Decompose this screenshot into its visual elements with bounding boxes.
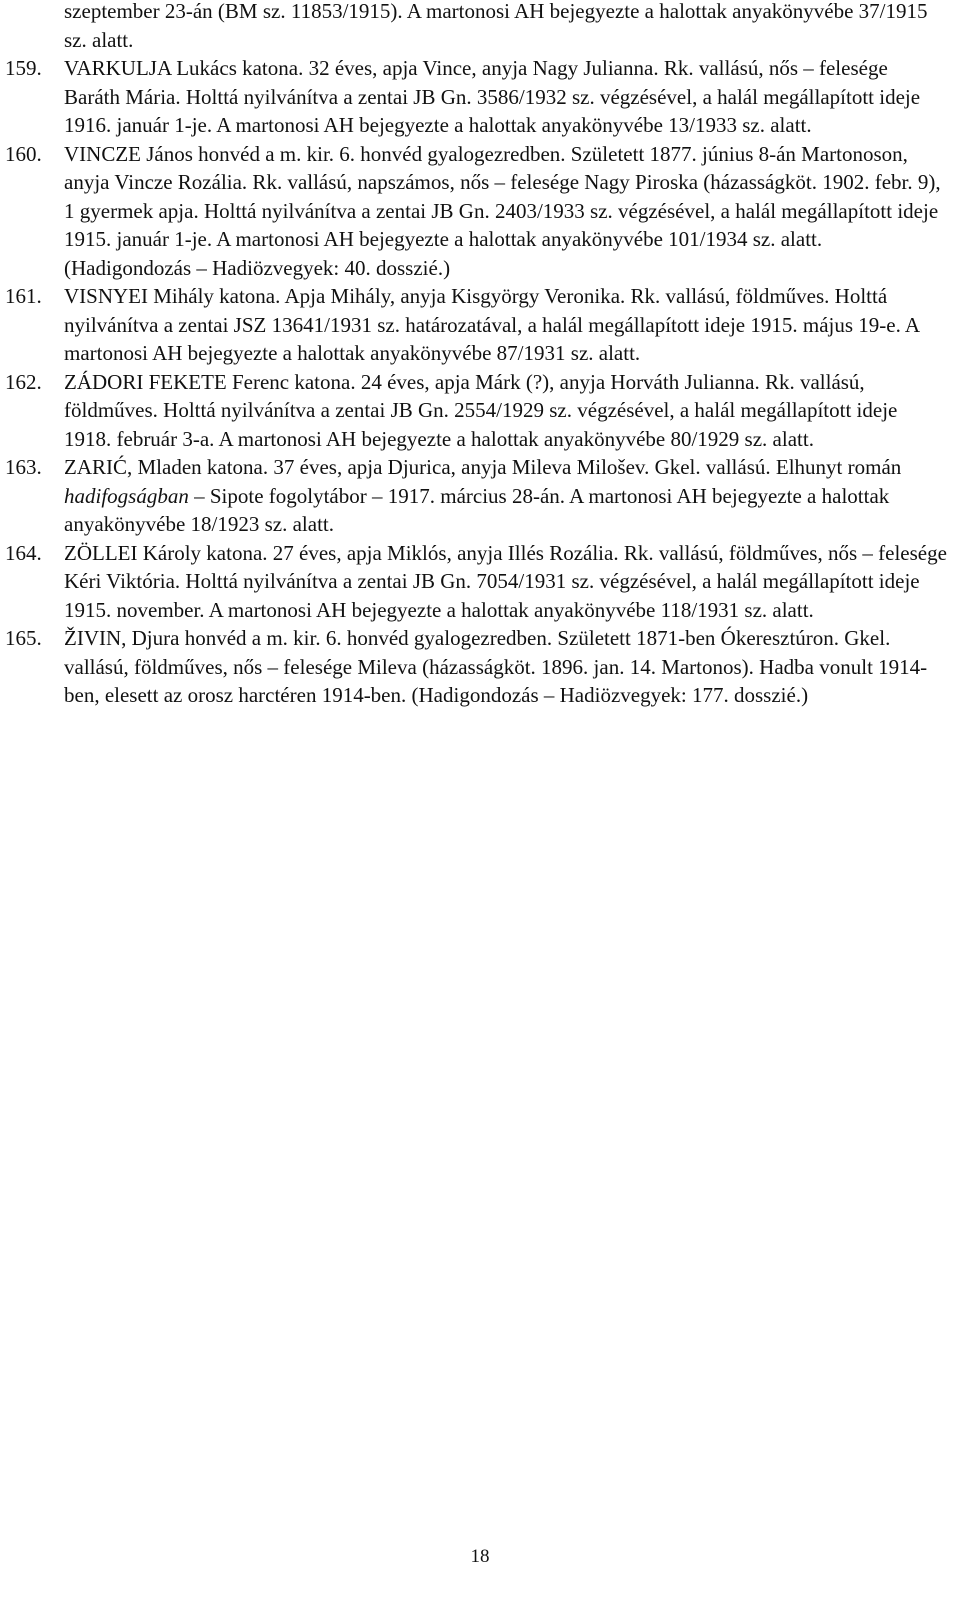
entry-text: VISNYEI Mihály katona. Apja Mihály, anyja Kisgyörgy Veronika. Rk. vallású, földműves. Holttá nyilvánítva a zentai JSZ 13641/1931 sz. határozatával, a halál megállapított ideje 1915. május 19-e. A martonosi AH bejegyezte a halottak anyakönyvébe 87/1931 sz. alatt. [64,284,919,365]
entry-164 [5,539,948,625]
entry-text: ZÖLLEI Károly katona. 27 éves, apja Miklós, anyja Illés Rozália. Rk. vallású, földműves, nős – felesége Kéri Viktória. Holttá nyilvánítva a zentai JB Gn. 7054/1931 sz. végzésével, a halál megállapított ideje 1915. november. A martonosi AH bejegyezte a halottak anyakönyvébe 118/1931 sz. alatt. [64,540,947,622]
entry-text [64,453,948,539]
entry-165 [5,624,948,710]
entry-162 [5,368,948,454]
document-body [5,0,948,710]
entry-number: 165. [5,626,42,650]
entry-number: 163. [5,455,42,479]
entry-text-italic: hadifogságban [64,483,189,508]
entry-160 [5,140,948,283]
entry-text: ŽIVIN, Djura honvéd a m. kir. 6. honvéd gyalogezredben. Született 1871-ben Ókeresztúron. Gkel. vallású, földműves, nős – felesége Mileva (házasságköt. 1896. jan. 14. Martonos). Hadba vonult 1914-ben, elesett az orosz harctéren 1914-ben. (Hadigondozás – Hadiözvegyek: 177. dosszié.) [64,626,928,707]
entry-163 [5,453,948,539]
entry-number: 164. [5,540,42,565]
continued-paragraph: szeptember 23-án (BM sz. 11853/1915). A martonosi AH bejegyezte a halottak anyakönyvébe 37/1915 sz. alatt. [64,0,928,52]
entry-text: VINCZE János honvéd a m. kir. 6. honvéd gyalogezredben. Született 1877. június 8-án Martonoson, anyja Vincze Rozália. Rk. vallású, napszámos, nős – felesége Nagy Piroska (házasságköt. 1902. febr. 9), 1 gyermek apja. Holttá nyilvánítva a zentai JB Gn. 2403/1933 sz. végzésével, a halál megállapított ideje 1915. január 1-je. A martonosi AH bejegyezte a halottak anyakönyvébe 101/1934 sz. alatt. (Hadigondozás – Hadiözvegyek: 40. dosszié.) [64,141,941,280]
entry-text-part: ZARIĆ, Mladen katona. 37 éves, apja Djurica, anyja Mileva Milošev. Gkel. vallású. Elhunyt román [64,455,902,479]
entry-text: ZÁDORI FEKETE Ferenc katona. 24 éves, apja Márk (?), anyja Horváth Julianna. Rk. vallású, földműves. Holttá nyilvánítva a zentai JB Gn. 2554/1929 sz. végzésével, a halál megállapított ideje 1918. február 3-a. A martonosi AH bejegyezte a halottak anyakönyvébe 80/1929 sz. alatt. [64,369,898,451]
page-number: 18 [470,1546,490,1567]
entry-number: 159. [5,56,42,80]
entry-number: 162. [5,369,42,394]
entry-text: VARKULJA Lukács katona. 32 éves, apja Vince, anyja Nagy Julianna. Rk. vallású, nős – felesége Baráth Mária. Holttá nyilvánítva a zentai JB Gn. 3586/1932 sz. végzésével, a halál megállapított ideje 1916. január 1-je. A martonosi AH bejegyezte a halottak anyakönyvébe 13/1933 sz. alatt. [64,56,921,137]
entry-159 [5,54,948,140]
entry-number: 161. [5,284,42,308]
entry-text-part: – Sipote fogolytábor – 1917. március 28-án. A martonosi AH bejegyezte a halottak anyakönyvébe 18/1923 sz. alatt. [64,483,890,536]
entry-number: 160. [5,141,42,166]
entry-161 [5,282,948,368]
